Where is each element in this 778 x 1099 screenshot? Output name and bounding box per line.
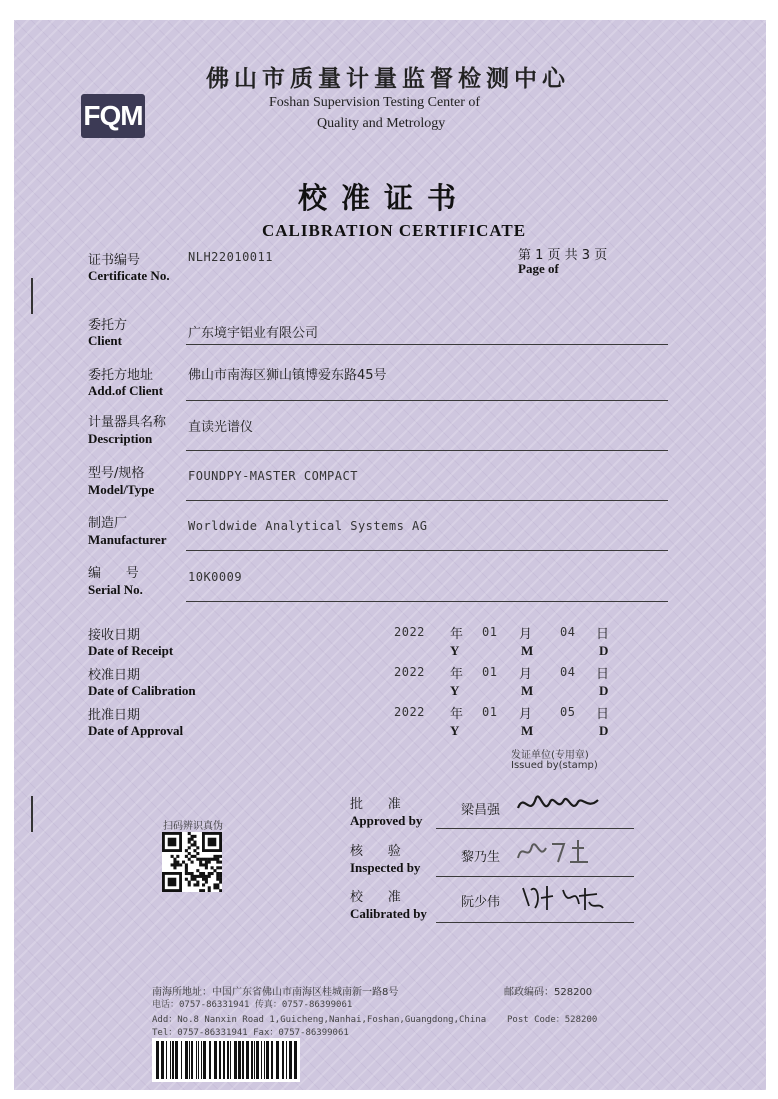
field-label-cn: 计量器具名称 — [88, 415, 167, 430]
field-label-en: Model/Type — [88, 482, 155, 497]
date-day: 05 — [560, 705, 576, 719]
date-label-en: Date of Receipt — [88, 643, 174, 658]
field-underline — [186, 500, 668, 501]
field-label-cn: 型号/规格 — [88, 466, 145, 481]
day-unit-en: D — [599, 723, 609, 738]
date-day: 04 — [560, 625, 576, 639]
field-label-en: Serial No. — [88, 582, 143, 597]
fqm-logo — [81, 94, 145, 138]
month-unit-cn: 月 — [519, 627, 533, 642]
field-underline — [186, 344, 668, 345]
day-unit-cn: 日 — [596, 627, 610, 642]
date-label-en: Date of Calibration — [88, 683, 196, 698]
field-label-en: Client — [88, 333, 122, 348]
manufacturer-value: Worldwide Analytical Systems AG — [188, 519, 428, 533]
calibrator-name: 阮少伟 — [461, 895, 501, 910]
field-label-en: Description — [88, 431, 153, 446]
field-label-cn: 证书编号 — [88, 253, 141, 268]
footer-postcode-cn: 邮政编码：528200 — [504, 987, 593, 998]
footer-address-cn: 南海所地址：中国广东省佛山市南海区桂城南新一路8号 — [152, 987, 399, 998]
signature-label-en: Inspected by — [350, 860, 421, 875]
inspector-signature — [512, 834, 612, 872]
qr-label: 扫码辨识真伪 — [163, 821, 223, 832]
logo-text: FQM — [83, 100, 143, 131]
barcode — [152, 1038, 300, 1082]
signature-label-en: Approved by — [350, 813, 423, 828]
field-underline — [186, 550, 668, 551]
title-cn: 校准证书 — [298, 181, 471, 215]
org-name-en-line2: Quality and Metrology — [317, 116, 446, 131]
year-unit-en: Y — [450, 723, 460, 738]
field-label-cn: 委托方 — [88, 318, 128, 333]
date-year: 2022 — [394, 625, 425, 639]
field-label-en: Certificate No. — [88, 268, 170, 283]
calibrator-signature — [519, 880, 609, 918]
page-info-en: Page of — [518, 261, 559, 276]
page-info-cn: 第 1 页 共 3 页 — [518, 248, 608, 263]
date-month: 01 — [482, 705, 498, 719]
month-unit-en: M — [521, 723, 534, 738]
month-unit-cn: 月 — [519, 707, 533, 722]
year-unit-cn: 年 — [450, 627, 464, 642]
footer-tel-en: Tel：0757-86331941 Fax：0757-86399061 — [152, 1028, 349, 1038]
year-unit-en: Y — [450, 683, 460, 698]
signature-label-cn: 批 准 — [350, 797, 401, 812]
issued-by-en: Issued by(stamp) — [511, 760, 598, 771]
qr-code-graphic — [162, 832, 222, 892]
footer-address-en: Add：No.8 Nanxin Road 1,Guicheng,Nanhai,Foshan,Guangdong,China — [152, 1015, 487, 1025]
year-unit-cn: 年 — [450, 667, 464, 682]
certificate-number-value: NLH22010011 — [188, 250, 273, 264]
approver-name: 梁昌强 — [461, 803, 501, 818]
footer-tel-cn: 电话：0757-86331941 传真：0757-86399061 — [152, 1000, 353, 1010]
org-name-en-line1: Foshan Supervision Testing Center of — [269, 95, 481, 110]
date-label-cn: 批准日期 — [88, 708, 141, 723]
model-value: FOUNDPY-MASTER COMPACT — [188, 469, 358, 483]
date-label-en: Date of Approval — [88, 723, 184, 738]
month-unit-cn: 月 — [519, 667, 533, 682]
day-unit-cn: 日 — [596, 667, 610, 682]
client-address-value: 佛山市南海区狮山镇博爱东路45号 — [188, 368, 387, 383]
year-unit-cn: 年 — [450, 707, 464, 722]
signature-underline — [436, 876, 634, 877]
field-label-cn: 委托方地址 — [88, 368, 154, 383]
approver-signature — [514, 788, 604, 826]
field-underline — [186, 400, 668, 401]
day-unit-cn: 日 — [596, 707, 610, 722]
signature-underline — [436, 828, 634, 829]
day-unit-en: D — [599, 683, 609, 698]
field-label-cn: 制造厂 — [88, 516, 128, 531]
year-unit-en: Y — [450, 643, 460, 658]
date-label-cn: 校准日期 — [88, 668, 141, 683]
binder-mark — [31, 796, 33, 832]
month-unit-en: M — [521, 683, 534, 698]
date-year: 2022 — [394, 665, 425, 679]
month-unit-en: M — [521, 643, 534, 658]
client-value: 广东境宇铝业有限公司 — [188, 326, 319, 341]
signature-label-en: Calibrated by — [350, 906, 427, 921]
signature-label-cn: 校 准 — [350, 890, 401, 905]
field-label-en: Add.of Client — [88, 383, 164, 398]
inspector-name: 黎乃生 — [461, 850, 501, 865]
certificate-page — [14, 20, 766, 1090]
day-unit-en: D — [599, 643, 609, 658]
field-label-cn: 编 号 — [88, 566, 139, 581]
description-value: 直读光谱仪 — [188, 420, 254, 435]
binder-mark — [31, 278, 33, 314]
serial-number-value: 10K0009 — [188, 570, 243, 584]
org-name-cn: 佛山市质量计量监督检测中心 — [206, 66, 570, 92]
field-underline — [186, 601, 668, 602]
field-label-en: Manufacturer — [88, 532, 167, 547]
title-en: CALIBRATION CERTIFICATE — [262, 221, 527, 240]
qr-code[interactable] — [162, 832, 222, 892]
field-underline — [186, 450, 668, 451]
issued-by-cn: 发证单位(专用章) — [511, 750, 589, 761]
signature-label-cn: 核 验 — [350, 844, 401, 859]
barcode-graphic — [152, 1038, 300, 1082]
date-day: 04 — [560, 665, 576, 679]
date-label-cn: 接收日期 — [88, 628, 141, 643]
date-month: 01 — [482, 625, 498, 639]
footer-postcode-en: Post Code：528200 — [507, 1015, 598, 1025]
date-year: 2022 — [394, 705, 425, 719]
date-month: 01 — [482, 665, 498, 679]
signature-underline — [436, 922, 634, 923]
